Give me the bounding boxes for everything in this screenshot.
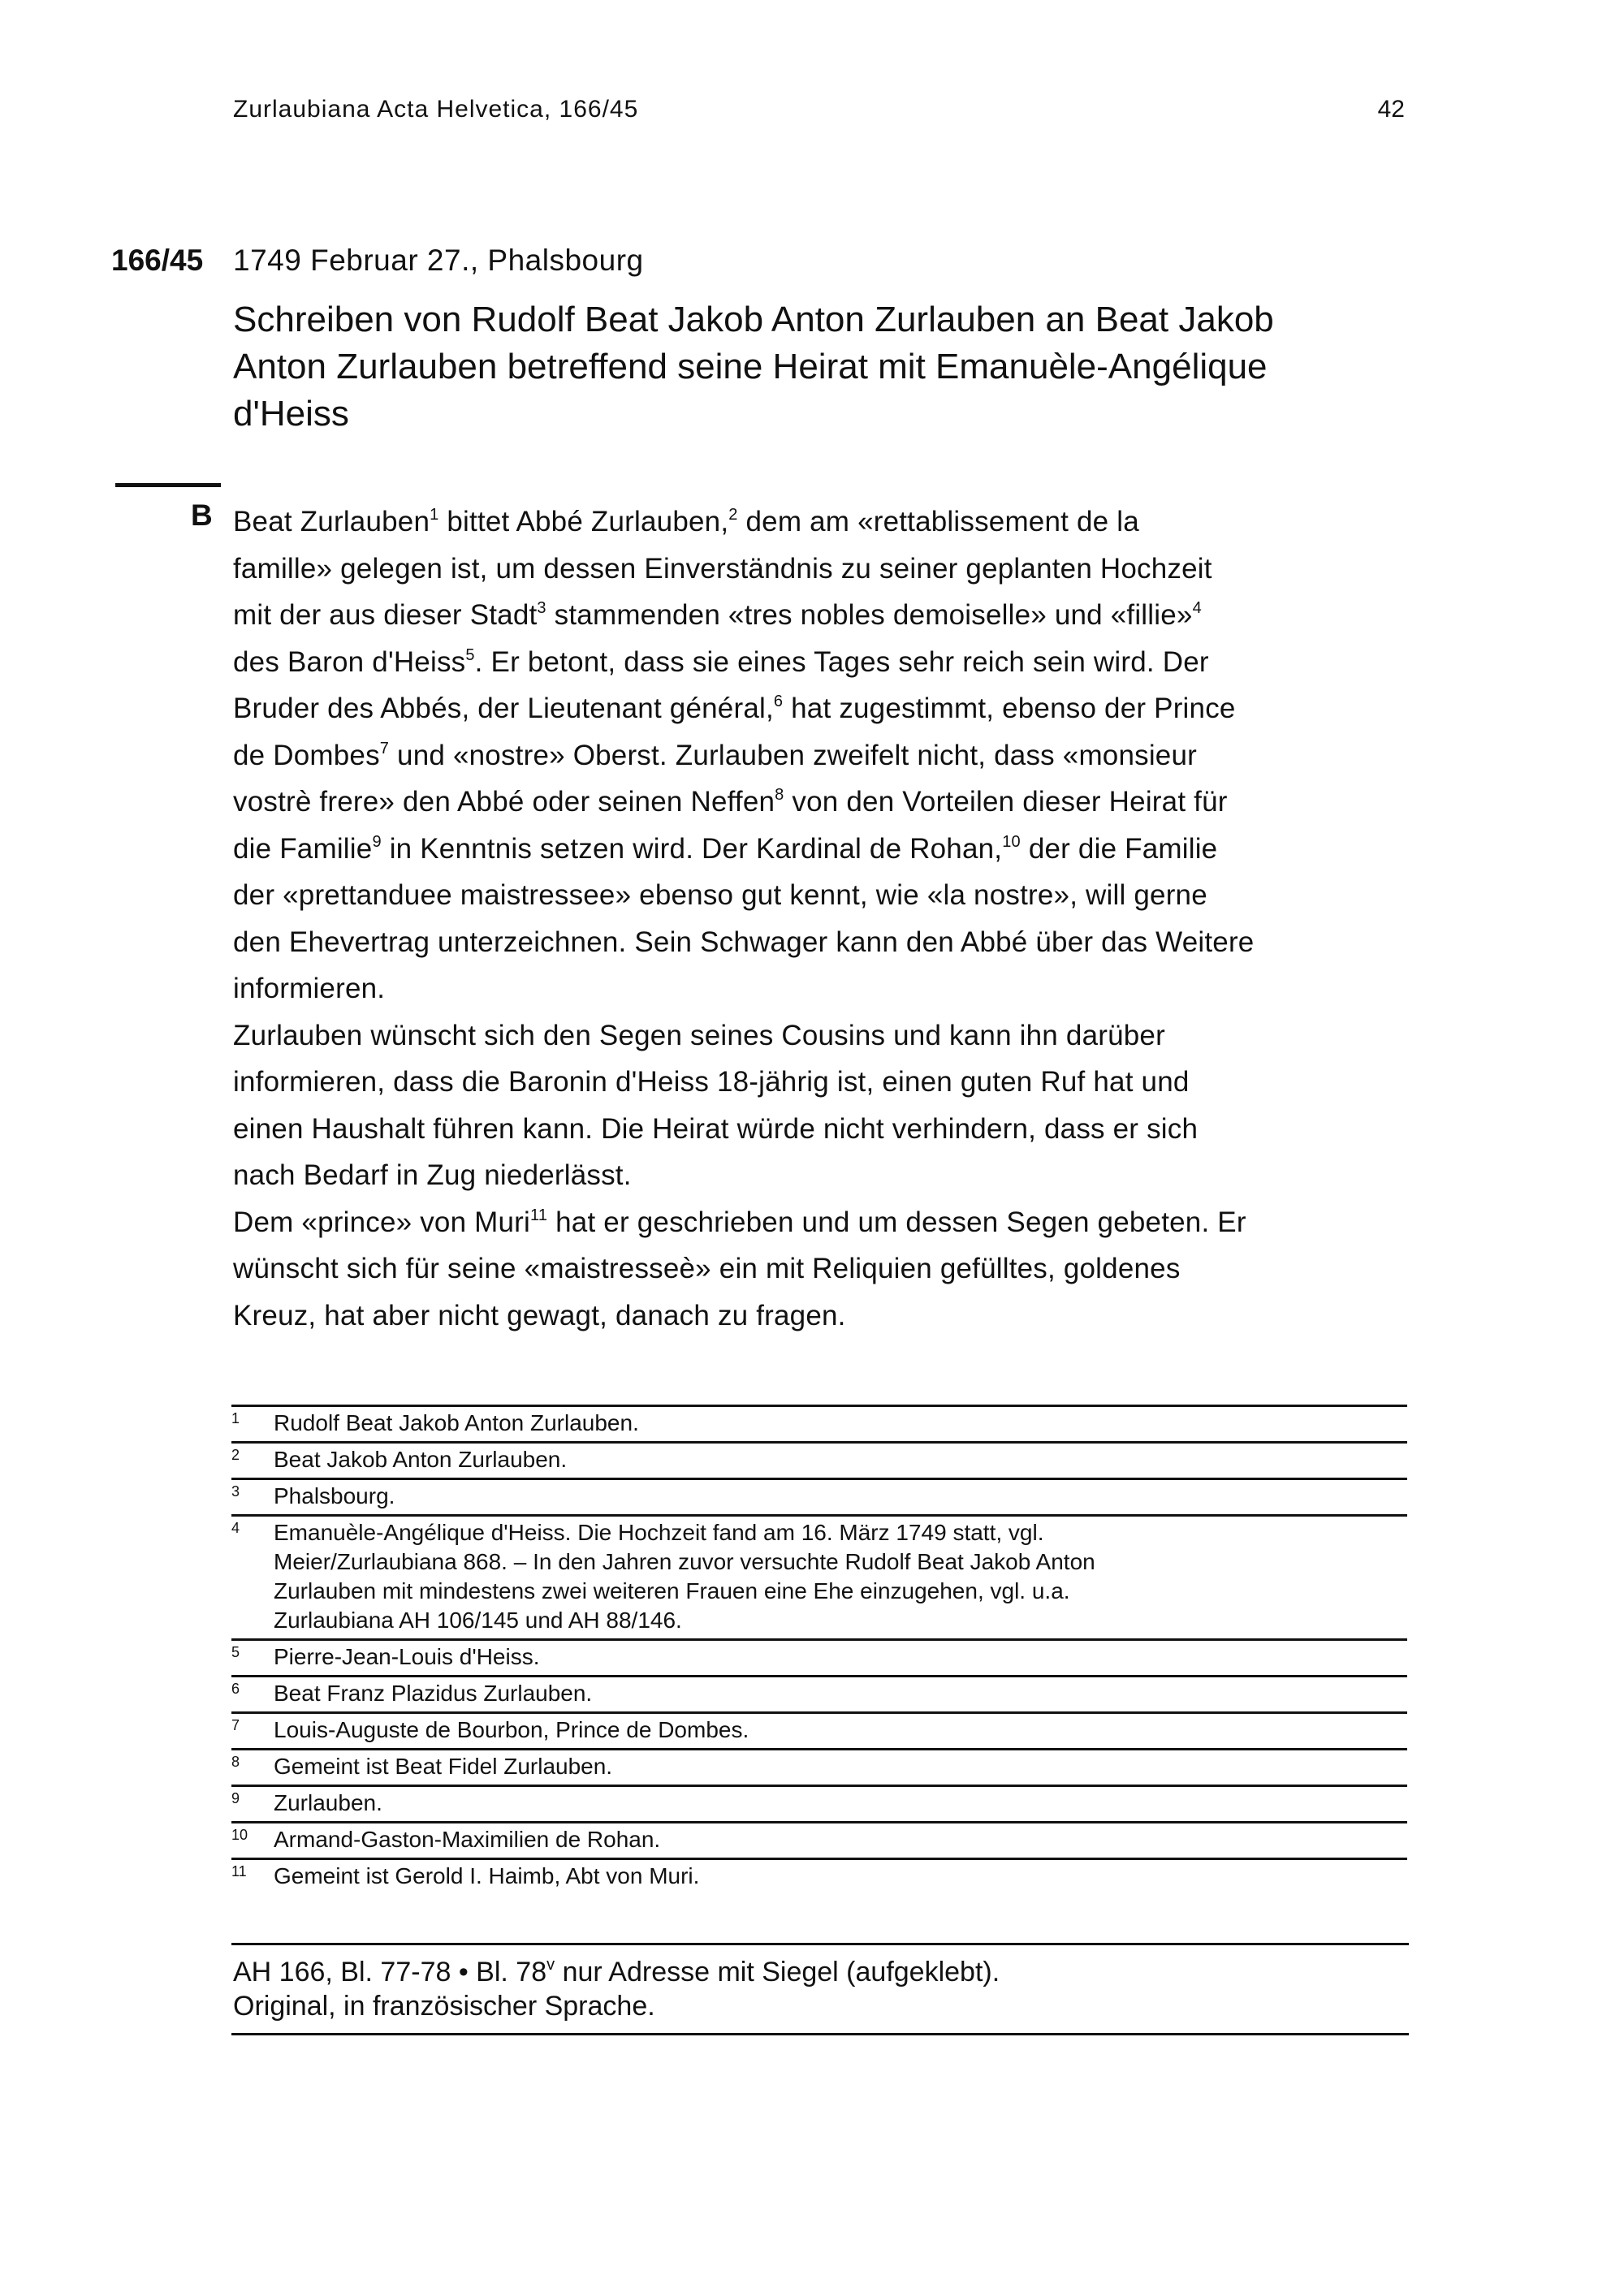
body-line: [233, 639, 1410, 686]
body-text: bittet Abbé Zurlauben,: [438, 506, 729, 537]
body-text: die Familie: [233, 832, 373, 865]
body-line: [233, 1245, 1410, 1293]
footnote-ref[interactable]: 10: [1002, 832, 1021, 851]
body-text: einen Haushalt führen kann. Die Heirat würde nicht verhindern, dass er sich: [233, 1112, 1199, 1145]
footnote-ref[interactable]: 6: [773, 693, 784, 710]
source-note: [231, 1943, 1409, 2035]
body-text: informieren, dass die Baronin d'Heiss 18-jährig ist, einen guten Ruf hat und: [233, 1066, 1190, 1098]
footnote-ref[interactable]: 2: [728, 506, 738, 524]
footnote-text: [274, 1482, 1407, 1511]
footnote-text: [274, 1716, 1407, 1745]
footnote: [231, 1514, 1407, 1638]
source-line: Original, in französischer Sprache.: [233, 1991, 655, 2022]
body-text: . Er betont, dass sie eines Tages sehr reich sein wird. Der: [474, 645, 1209, 678]
footnote-line: Gemeint ist Gerold I. Haimb, Abt von Muri.: [274, 1863, 700, 1888]
footnote: [231, 1478, 1407, 1514]
footnote: [231, 1405, 1407, 1441]
body-line: [233, 826, 1410, 873]
footnote-line: Zurlauben mit mindestens zwei weiteren Frauen eine Ehe einzugehen, vgl. u.a.: [274, 1578, 1070, 1603]
footnote-number: 10: [231, 1827, 248, 1843]
footnote-line: Louis-Auguste de Bourbon, Prince de Dombes.: [274, 1717, 749, 1742]
body-line: [233, 546, 1410, 593]
body-text: wünscht sich für seine «maistresseè» ein mit Reliquien gefülltes, goldenes: [233, 1253, 1181, 1284]
footnote-number: 8: [231, 1754, 240, 1770]
footnote-line: Gemeint ist Beat Fidel Zurlauben.: [274, 1754, 613, 1779]
running-head: Zurlaubiana Acta Helvetica, 166/45: [233, 96, 639, 123]
footnote-text: [274, 1445, 1407, 1474]
footnote-text: [274, 1789, 1407, 1818]
footnote: [231, 1441, 1407, 1478]
body-text: der «prettanduee maistressee» ebenso gut kennt, wie «la nostre», will gerne: [233, 879, 1207, 911]
body-line: [233, 1152, 1410, 1199]
body-line: [233, 498, 1410, 546]
title-line: Schreiben von Rudolf Beat Jakob Anton Zurlauben an Beat Jakob: [233, 300, 1274, 339]
footnote-number: 7: [231, 1717, 240, 1733]
footnote-line: Pierre-Jean-Louis d'Heiss.: [274, 1644, 540, 1669]
footnote-ref[interactable]: 4: [1192, 599, 1202, 617]
footnote-ref[interactable]: 8: [775, 786, 784, 804]
footnote: [231, 1785, 1407, 1821]
body-text: vostrè frere» den Abbé oder seinen Neffen: [233, 786, 775, 818]
document-title: [233, 296, 1402, 438]
footnote-text: [274, 1679, 1407, 1708]
body-line: [233, 732, 1410, 779]
regest-body: [233, 498, 1410, 1339]
footnote: [231, 1711, 1407, 1748]
body-text: nach Bedarf in Zug niederlässt.: [233, 1159, 632, 1191]
footnote-text: [274, 1862, 1407, 1891]
footnote-ref[interactable]: 9: [372, 832, 382, 851]
footnote-number: 4: [231, 1520, 240, 1536]
body-line: [233, 1059, 1410, 1106]
footnote-number: 3: [231, 1483, 240, 1500]
body-text: der die Familie: [1020, 832, 1218, 865]
title-line: Anton Zurlauben betreffend seine Heirat mit Emanuèle-Angélique: [233, 347, 1268, 386]
body-text: des Baron d'Heiss: [233, 645, 466, 678]
footnote-number: 5: [231, 1644, 240, 1660]
footnote-line: Zurlauben.: [274, 1790, 382, 1815]
body-text: in Kenntnis setzen wird. Der Kardinal de Rohan,: [381, 832, 1003, 865]
footnote-line: Emanuèle-Angélique d'Heiss. Die Hochzeit fand am 16. März 1749 statt, vgl.: [274, 1520, 1044, 1545]
body-text: Beat Zurlauben: [233, 506, 430, 537]
body-line: [233, 1293, 1410, 1340]
body-text: de Dombes: [233, 739, 380, 771]
body-text: Bruder des Abbés, der Lieutenant général,: [233, 693, 774, 724]
body-text: Kreuz, hat aber nicht gewagt, danach zu fragen.: [233, 1299, 846, 1331]
document-date-place: 1749 Februar 27., Phalsbourg: [233, 244, 644, 277]
body-line: [233, 1199, 1410, 1246]
source-text: AH 166, Bl. 77-78 • Bl. 78: [233, 1957, 547, 1987]
source-sup: v: [546, 1956, 555, 1974]
footnote: [231, 1675, 1407, 1711]
footnote-number: 2: [231, 1447, 240, 1463]
footnote-text: [274, 1752, 1407, 1781]
body-text: stammenden «tres nobles demoiselle» und «fillie»: [546, 599, 1193, 631]
body-text: hat zugestimmt, ebenso der Prince: [783, 693, 1236, 724]
page-number: 42: [1377, 96, 1405, 123]
body-text: famille» gelegen ist, um dessen Einverständnis zu seiner geplanten Hochzeit: [233, 552, 1212, 585]
body-text: von den Vorteilen dieser Heirat für: [784, 786, 1228, 818]
body-text: informieren.: [233, 973, 386, 1004]
body-text: hat er geschrieben und um dessen Segen gebeten. Er: [547, 1206, 1246, 1238]
source-text: nur Adresse mit Siegel (aufgeklebt).: [555, 1957, 1000, 1987]
footnote-line: Armand-Gaston-Maximilien de Rohan.: [274, 1827, 661, 1852]
body-text: Zurlauben wünscht sich den Segen seines Cousins und kann ihn darüber: [233, 1019, 1165, 1051]
footnote-ref[interactable]: 5: [465, 645, 475, 664]
footnote-ref[interactable]: 3: [537, 599, 546, 617]
footnote-line: Beat Jakob Anton Zurlauben.: [274, 1447, 568, 1472]
body-line: [233, 872, 1410, 919]
footnote-line: Rudolf Beat Jakob Anton Zurlauben.: [274, 1410, 639, 1435]
body-line: [233, 1012, 1410, 1060]
footnotes: [231, 1405, 1407, 1894]
body-line: [233, 919, 1410, 966]
footnote-text: [274, 1409, 1407, 1438]
body-line: [233, 779, 1410, 826]
body-line: [233, 1106, 1410, 1153]
footnote-text: [274, 1642, 1407, 1672]
body-text: Dem «prince» von Muri: [233, 1206, 531, 1238]
body-text: mit der aus dieser Stadt: [233, 599, 538, 631]
source-line: [233, 1955, 1409, 1989]
body-text: und «nostre» Oberst. Zurlauben zweifelt nicht, dass «monsieur: [389, 739, 1197, 771]
footnote: [231, 1821, 1407, 1858]
footnote: [231, 1858, 1407, 1894]
footnote: [231, 1638, 1407, 1675]
footnote-number: 1: [231, 1410, 240, 1426]
body-text: den Ehevertrag unterzeichnen. Sein Schwager kann den Abbé über das Weitere: [233, 926, 1255, 958]
section-marker: B: [191, 498, 213, 532]
footnote-ref[interactable]: 7: [379, 739, 390, 757]
footnote-line: Meier/Zurlaubiana 868. – In den Jahren zuvor versuchte Rudolf Beat Jakob Anton: [274, 1549, 1095, 1574]
body-line: [233, 965, 1410, 1012]
body-line: [233, 685, 1410, 732]
footnote-line: Beat Franz Plazidus Zurlauben.: [274, 1681, 593, 1706]
footnote-ref[interactable]: 11: [530, 1206, 548, 1224]
document-number: 166/45: [111, 244, 204, 277]
footnote-number: 9: [231, 1790, 240, 1806]
footnote-line: Zurlaubiana AH 106/145 und AH 88/146.: [274, 1608, 682, 1633]
body-line: [233, 592, 1410, 639]
footnote: [231, 1748, 1407, 1785]
footnote-line: Phalsbourg.: [274, 1483, 395, 1508]
body-text: dem am «rettablissement de la: [737, 506, 1139, 537]
footnote-number: 6: [231, 1681, 240, 1697]
footnote-number: 11: [231, 1863, 247, 1880]
footnote-text: [274, 1825, 1407, 1854]
footnote-text: [274, 1518, 1407, 1635]
section-rule: [115, 483, 221, 487]
title-line: d'Heiss: [233, 394, 349, 434]
footnote-ref[interactable]: 1: [430, 506, 439, 524]
